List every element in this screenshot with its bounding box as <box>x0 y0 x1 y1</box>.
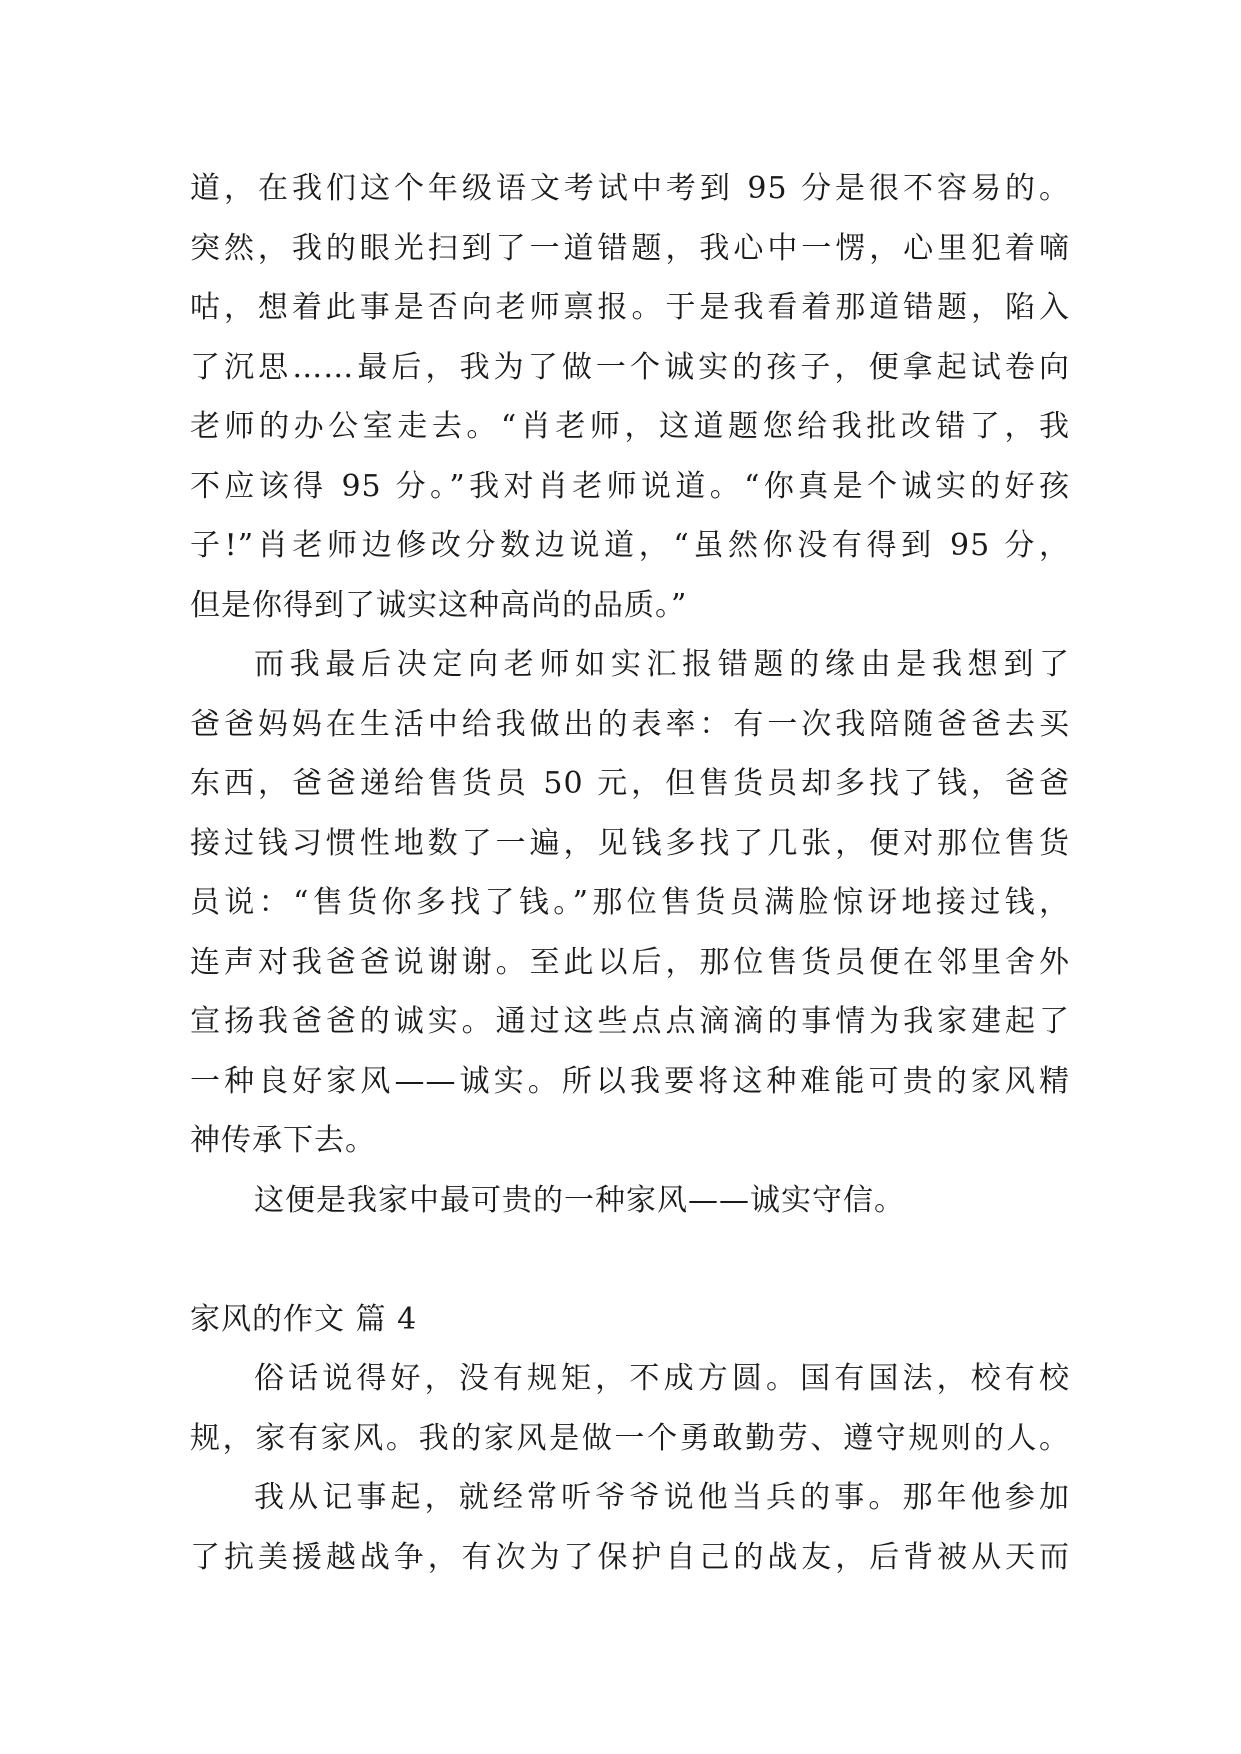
paragraph-2 <box>190 635 1070 1171</box>
text-line: 爸爸妈妈在生活中给我做出的表率：有一次我陪随爸爸去买 <box>190 706 1070 742</box>
text-line: 了沉思……最后，我为了做一个诚实的孩子，便拿起试卷向 <box>190 349 1070 385</box>
text-line: 咕，想着此事是否向老师禀报。于是我看着那道错题，陷入 <box>190 290 1070 325</box>
text-line: 俗话说得好，没有规矩，不成方圆。国有国法，校有校 <box>254 1361 1070 1396</box>
text-line: 突然，我的眼光扫到了一道错题，我心中一愣，心里犯着嘀 <box>190 230 1070 266</box>
text-line: 东西，爸爸递给售货员 50 元，但售货员却多找了钱，爸爸 <box>190 766 1070 801</box>
paragraph-4 <box>190 1349 1070 1468</box>
section-heading: 家风的作文 篇 4 <box>190 1301 418 1337</box>
paragraph-1 <box>190 159 1070 635</box>
text-line: 神传承下去。 <box>190 1123 376 1158</box>
text-line: 老师的办公室走去。“肖老师，这道题您给我批改错了，我 <box>190 409 1070 444</box>
text-line: 但是你得到了诚实这种高尚的品质。” <box>190 587 688 623</box>
text-line: 我从记事起，就经常听爷爷说他当兵的事。那年他参加 <box>254 1480 1070 1515</box>
text-line: 道，在我们这个年级语文考试中考到 95 分是很不容易的。 <box>190 171 1070 206</box>
text-line: 宣扬我爸爸的诚实。通过这些点点滴滴的事情为我家建起了 <box>190 1004 1070 1039</box>
text-line: 规，家有家风。我的家风是做一个勇敢勤劳、遵守规则的人。 <box>190 1420 1070 1456</box>
document-page <box>190 159 1070 1587</box>
paragraph-5 <box>190 1468 1070 1587</box>
text-line: 不应该得 95 分。”我对肖老师说道。“你真是个诚实的好孩 <box>190 468 1070 504</box>
text-line: 接过钱习惯性地数了一遍，见钱多找了几张，便对那位售货 <box>190 825 1070 861</box>
text-line: 连声对我爸爸说谢谢。至此以后，那位售货员便在邻里舍外 <box>190 944 1070 980</box>
blank-line <box>190 1230 1070 1290</box>
text-line: 员说：“售货你多找了钱。”那位售货员满脸惊讶地接过钱， <box>190 885 1070 920</box>
text-line: 一种良好家风——诚实。所以我要将这种难能可贵的家风精 <box>190 1063 1070 1099</box>
text-line: 而我最后决定向老师如实汇报错题的缘由是我想到了 <box>254 647 1070 682</box>
paragraph-3 <box>190 1171 1070 1231</box>
text-line: 这便是我家中最可贵的一种家风——诚实守信。 <box>254 1182 905 1218</box>
text-line: 子!”肖老师边修改分数边说道，“虽然你没有得到 95 分， <box>190 528 1070 563</box>
text-line: 了抗美援越战争，有次为了保护自己的战友，后背被从天而 <box>190 1539 1070 1575</box>
